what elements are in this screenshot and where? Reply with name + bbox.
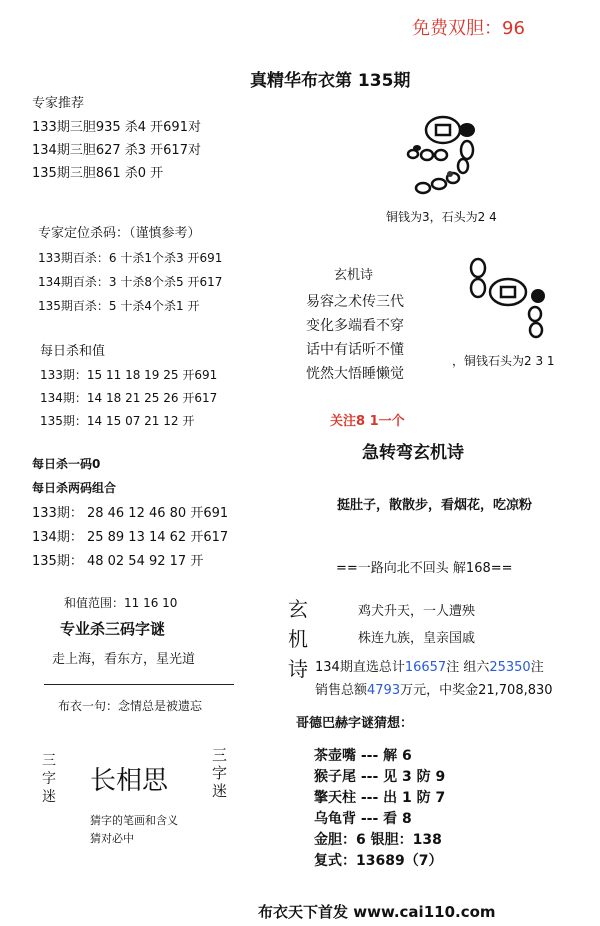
pro-kill-text: 走上海，看东方，星光道 — [52, 652, 196, 667]
sales-text: 万元，中奖金21,708,830 — [400, 683, 553, 698]
position-kill-line: 134期百杀：3 十杀8个杀5 开617 — [38, 275, 223, 289]
sales-group6-count: 25350 — [489, 660, 531, 675]
riddle-char: 字 — [42, 771, 56, 787]
riddle-char: 字 — [212, 764, 228, 782]
goethe-list — [314, 746, 445, 872]
road-line: ==一路向北不回头 解168== — [336, 561, 513, 576]
sales-total-amount: 4793 — [367, 683, 401, 698]
goethe-line: 茶壶嘴 --- 解 6 — [314, 748, 412, 764]
coin-stone-illustration — [395, 108, 495, 206]
sharp-turn-title: 急转弯玄机诗 — [362, 443, 464, 463]
riddle-hint: 猜字的笔画和含义 — [90, 814, 178, 827]
mystic-poem-line: 易容之术传三代 — [306, 294, 404, 310]
mystic-poem-line: 恍然大悟睡懒觉 — [306, 366, 404, 382]
goethe-line: 猴子尾 --- 见 3 防 9 — [314, 769, 446, 785]
riddle-char: 迷 — [42, 789, 56, 805]
sales-text: 注 组六 — [446, 660, 490, 675]
sales-text: 134期直选总计 — [315, 660, 405, 675]
sum-range: 和值范围：11 16 10 — [64, 596, 178, 610]
coin-stone-illustration-2 — [462, 256, 562, 346]
riddle-char: 三 — [42, 753, 56, 769]
divider — [44, 684, 234, 685]
daily-sum-line: 133期：15 11 18 19 25 开691 — [40, 368, 218, 382]
expert-section — [32, 94, 201, 185]
riddle-char: 迷 — [212, 782, 228, 800]
daily-sum-section — [40, 342, 217, 433]
position-kill-heading: 专家定位杀码：（谨慎参考） — [38, 226, 201, 241]
xuanji-char: 玄 — [288, 597, 308, 621]
daily-kill-two-heading: 每日杀两码组合 — [32, 481, 117, 495]
daily-kill-section — [32, 454, 228, 574]
mystic-poem-title: 玄机诗 — [334, 268, 374, 283]
sales-text: 注 — [530, 660, 544, 675]
goethe-line: 复式：13689（7） — [314, 853, 443, 869]
mystic-poem-line: 变化多端看不穿 — [306, 318, 404, 334]
xuanji-vertical-label — [288, 594, 308, 684]
sharp-turn-text: 挺肚子，散散步，看烟花，吃凉粉 — [337, 498, 533, 513]
xuanji-line: 鸡犬升天，一人遭殃 — [358, 604, 476, 619]
xuanji-char: 机 — [288, 627, 308, 651]
riddle-left-vertical — [42, 752, 56, 806]
riddle-char: 三 — [212, 746, 228, 764]
free-double-badge: 免费双胆：96 — [412, 18, 525, 39]
daily-kill-line: 135期： 48 02 54 92 17 开 — [32, 554, 204, 569]
position-kill-section — [38, 224, 222, 318]
buyi-saying: 布衣一句：念情总是被遗忘 — [58, 699, 203, 713]
sales-line-1 — [315, 656, 544, 675]
daily-sum-line: 135期：14 15 07 21 12 开 — [40, 414, 195, 428]
goethe-line: 金胆：6 银胆：138 — [314, 832, 442, 848]
mystic-poem-line: 话中有话听不懂 — [306, 342, 404, 358]
coin-caption-1: 铜钱为3，石头为2 4 — [386, 210, 497, 224]
xuanji-line: 株连九族，皇亲国戚 — [358, 631, 476, 646]
goethe-line: 乌龟背 --- 看 8 — [314, 811, 412, 827]
sales-line-2 — [315, 679, 553, 698]
expert-line: 135期三胆861 杀0 开 — [32, 166, 164, 181]
riddle-main: 长相思 — [90, 766, 169, 796]
riddle-right-vertical — [212, 746, 227, 800]
focus-note: 关注8 1一个 — [330, 414, 405, 429]
sales-text: 销售总额 — [315, 683, 368, 698]
daily-kill-line: 134期： 25 89 13 14 62 开617 — [32, 530, 229, 545]
expert-heading: 专家推荐 — [32, 96, 85, 111]
goethe-line: 擎天柱 --- 出 1 防 7 — [314, 790, 446, 806]
xuanji-char: 诗 — [288, 657, 308, 681]
coin-caption-2: ，铜钱石头为2 3 1 — [452, 354, 555, 368]
sales-direct-count: 16657 — [404, 660, 447, 675]
expert-line: 134期三胆627 杀3 开617对 — [32, 143, 201, 158]
goethe-heading: 哥德巴赫字谜猜想： — [296, 716, 414, 731]
riddle-hint: 猜对必中 — [90, 832, 134, 845]
position-kill-line: 133期百杀：6 十杀1个杀3 开691 — [38, 251, 223, 265]
mystic-poem-section — [306, 266, 404, 386]
daily-sum-line: 134期：14 18 21 25 26 开617 — [40, 391, 218, 405]
page-title: 真精华布衣第 135期 — [250, 71, 411, 91]
daily-sum-heading: 每日杀和值 — [40, 344, 106, 359]
footer-source: 布衣天下首发 www.cai110.com — [258, 903, 496, 921]
expert-line: 133期三胆935 杀4 开691对 — [32, 120, 201, 135]
pro-kill-title: 专业杀三码字谜 — [60, 620, 166, 638]
daily-kill-line: 133期： 28 46 12 46 80 开691 — [32, 506, 229, 521]
position-kill-line: 135期百杀：5 十杀4个杀1 开 — [38, 299, 200, 313]
daily-kill-one: 每日杀一码0 — [32, 457, 101, 471]
